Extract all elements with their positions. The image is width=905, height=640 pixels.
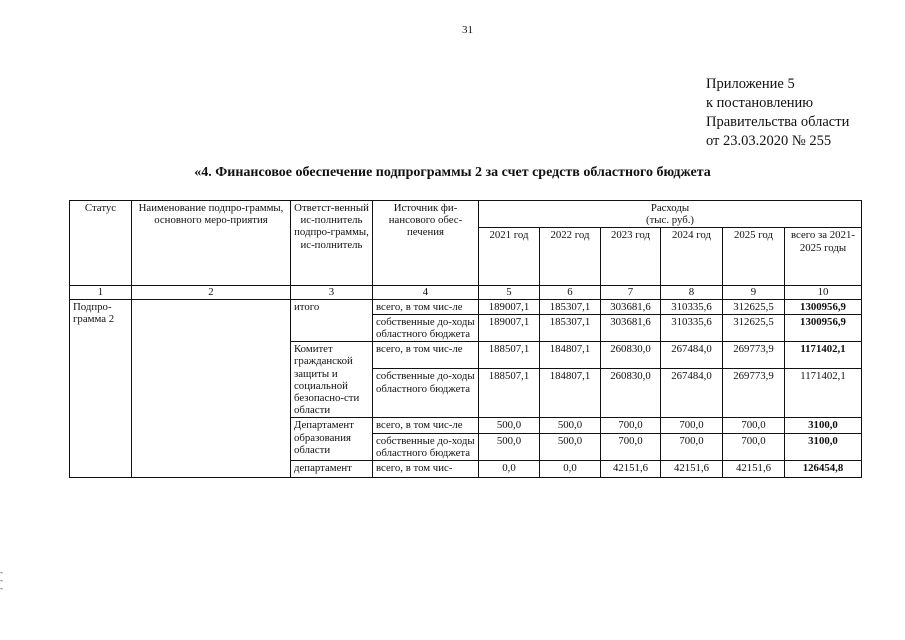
- value-cell: 185307,1: [540, 314, 601, 341]
- value-cell: 700,0: [661, 433, 723, 460]
- value-cell: 312625,5: [723, 314, 785, 341]
- header-responsible: Ответст-венный ис-полнитель подпро-граммы, ис-полнитель: [291, 201, 373, 286]
- value-cell: 185307,1: [540, 299, 601, 314]
- value-cell: 700,0: [661, 418, 723, 433]
- total-cell: 1171402,1: [785, 369, 862, 418]
- responsible-cell: Комитет гражданской защиты и социальной безопасно-сти области: [291, 342, 373, 418]
- header-expenses: Расходы: [479, 201, 862, 215]
- value-cell: 260830,0: [601, 342, 661, 369]
- value-cell: 500,0: [479, 433, 540, 460]
- value-cell: 310335,6: [661, 314, 723, 341]
- column-index: 2: [132, 286, 291, 299]
- appendix-line: от 23.03.2020 № 255: [706, 133, 832, 149]
- value-cell: 267484,0: [661, 342, 723, 369]
- column-index: 1: [70, 286, 132, 299]
- financing-table: [69, 200, 862, 478]
- column-index: 3: [291, 286, 373, 299]
- value-cell: 312625,5: [723, 299, 785, 314]
- total-cell: 1300956,9: [785, 314, 862, 341]
- appendix-line: к постановлению: [706, 95, 814, 111]
- value-cell: 700,0: [601, 418, 661, 433]
- value-cell: 303681,6: [601, 314, 661, 341]
- value-cell: 303681,6: [601, 299, 661, 314]
- value-cell: 269773,9: [723, 342, 785, 369]
- value-cell: 700,0: [601, 433, 661, 460]
- value-cell: 189007,1: [479, 314, 540, 341]
- header-row: [70, 201, 862, 215]
- name-cell: [132, 299, 291, 477]
- value-cell: 269773,9: [723, 369, 785, 418]
- value-cell: 184807,1: [540, 369, 601, 418]
- column-index: 10: [785, 286, 862, 299]
- total-cell: 3100,0: [785, 418, 862, 433]
- appendix-note: [706, 75, 849, 151]
- value-cell: 260830,0: [601, 369, 661, 418]
- column-index-row: [70, 286, 862, 299]
- responsible-cell: итого: [291, 299, 373, 342]
- value-cell: 700,0: [723, 433, 785, 460]
- source-cell: собственные до-ходы областного бюджета: [373, 369, 479, 418]
- value-cell: 500,0: [479, 418, 540, 433]
- value-cell: 310335,6: [661, 299, 723, 314]
- table-row: [70, 299, 862, 314]
- total-cell: 3100,0: [785, 433, 862, 460]
- header-year: 2023 год: [601, 228, 661, 286]
- column-index: 9: [723, 286, 785, 299]
- header-source: Источник фи-нансового обес-печения: [373, 201, 479, 286]
- header-status: Статус: [70, 201, 132, 286]
- source-cell: собственные до-ходы областного бюджета: [373, 433, 479, 460]
- appendix-line: Приложение 5: [706, 76, 795, 92]
- header-total: всего за 2021-2025 годы: [785, 228, 862, 286]
- responsible-cell: департамент: [291, 461, 373, 478]
- value-cell: 188507,1: [479, 342, 540, 369]
- column-index: 4: [373, 286, 479, 299]
- value-cell: 0,0: [479, 461, 540, 478]
- status-cell: Подпро-грамма 2: [70, 299, 132, 477]
- header-name: Наименование подпро-граммы, основного меро-приятия: [132, 201, 291, 286]
- source-cell: всего, в том чис-: [373, 461, 479, 478]
- document-title: «4. Финансовое обеспечение подпрограммы 2 за счет средств областного бюджета: [194, 165, 711, 180]
- value-cell: 0,0: [540, 461, 601, 478]
- source-cell: всего, в том чис-ле: [373, 299, 479, 314]
- header-year: 2022 год: [540, 228, 601, 286]
- value-cell: 42151,6: [661, 461, 723, 478]
- column-index: 8: [661, 286, 723, 299]
- header-year: 2021 год: [479, 228, 540, 286]
- page-number: 31: [462, 24, 473, 36]
- header-year: 2024 год: [661, 228, 723, 286]
- total-cell: 126454,8: [785, 461, 862, 478]
- header-year: 2025 год: [723, 228, 785, 286]
- header-units: (тыс. руб.): [479, 214, 862, 228]
- column-index: 6: [540, 286, 601, 299]
- appendix-line: Правительства области: [706, 114, 850, 130]
- value-cell: 500,0: [540, 433, 601, 460]
- value-cell: 500,0: [540, 418, 601, 433]
- value-cell: 189007,1: [479, 299, 540, 314]
- total-cell: 1300956,9: [785, 299, 862, 314]
- source-cell: всего, в том чис-ле: [373, 342, 479, 369]
- value-cell: 700,0: [723, 418, 785, 433]
- column-index: 7: [601, 286, 661, 299]
- value-cell: 42151,6: [723, 461, 785, 478]
- value-cell: 267484,0: [661, 369, 723, 418]
- column-index: 5: [479, 286, 540, 299]
- total-cell: 1171402,1: [785, 342, 862, 369]
- value-cell: 42151,6: [601, 461, 661, 478]
- binding-marks: - - -: [0, 567, 3, 593]
- value-cell: 184807,1: [540, 342, 601, 369]
- value-cell: 188507,1: [479, 369, 540, 418]
- source-cell: собственные до-ходы областного бюджета: [373, 314, 479, 341]
- responsible-cell: Департамент образования области: [291, 418, 373, 461]
- source-cell: всего, в том чис-ле: [373, 418, 479, 433]
